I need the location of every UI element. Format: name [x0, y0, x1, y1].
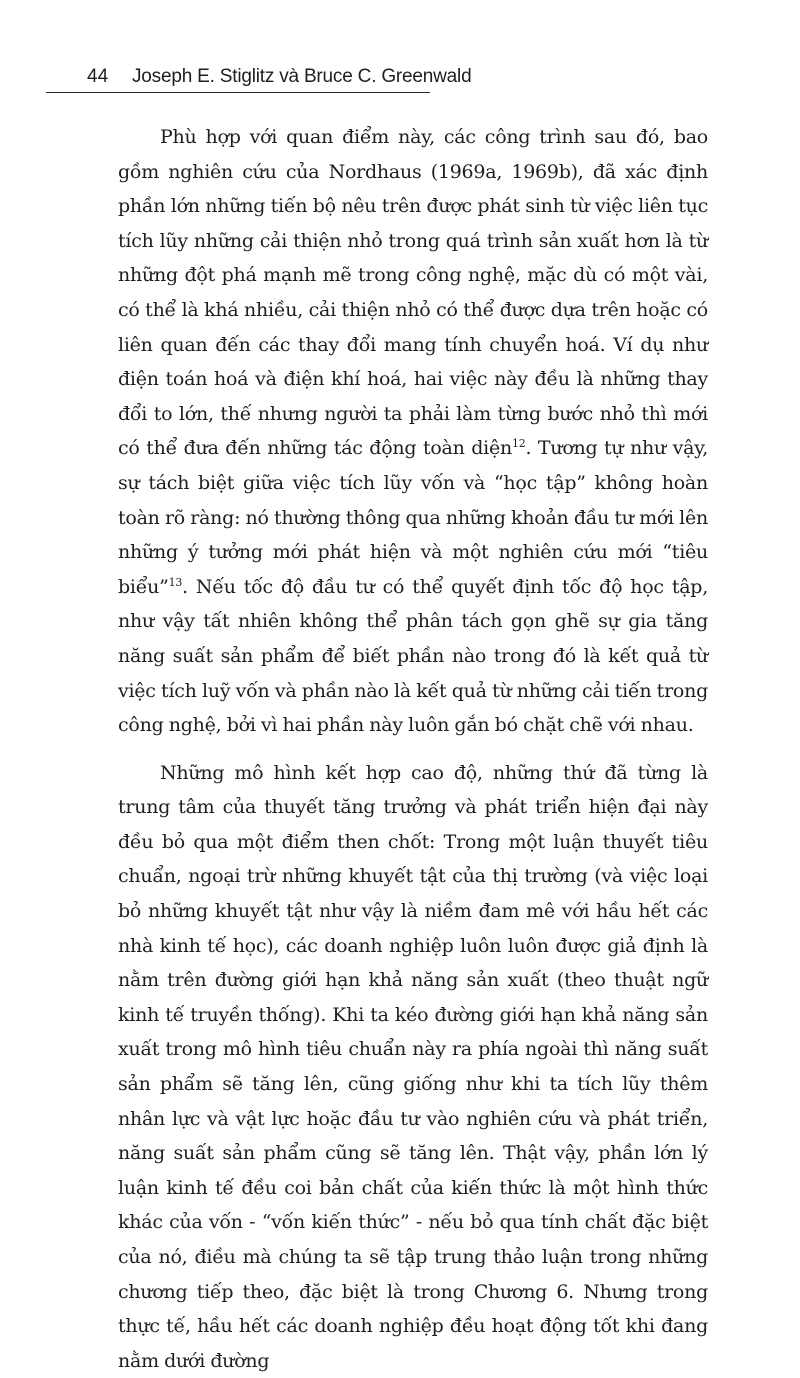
paragraph-1-text-c: . Nếu tốc độ đầu tư có thể quyết định tốc độ học tập, như vậy tất nhiên không thể phân tách gọn ghẽ sự gia tăng năng suất sản phẩm để biết phần nào trong đó là kết quả từ việc tích luỹ vốn và phần nào là kết quả từ những cải tiến trong công nghệ, bởi vì hai phần này luôn gắn bó chặt chẽ với nhau. — [118, 575, 708, 737]
paragraph-1 — [118, 120, 708, 743]
footnote-ref-13: 13 — [168, 575, 183, 589]
running-header — [46, 62, 472, 93]
header-authors: Joseph E. Stiglitz và Bruce C. Greenwald — [132, 66, 472, 87]
paragraph-1-text-a: Phù hợp với quan điểm này, các công trình sau đó, bao gồm nghiên cứu của Nordhaus (1969a, 1969b), đã xác định phần lớn những tiến bộ nêu trên được phát sinh từ việc liên tục tích lũy những cải thiện nhỏ trong quá trình sản xuất hơn là từ những đột phá mạnh mẽ trong công nghệ, mặc dù có một vài, có thể là khá nhiều, cải thiện nhỏ có thể được dựa trên hoặc có liên quan đến các thay đổi mang tính chuyển hoá. Ví dụ như điện toán hoá và điện khí hoá, hai việc này đều là những thay đổi to lớn, thế nhưng người ta phải làm từng bước nhỏ thì mới có thể đưa đến những tác động toàn diện — [118, 126, 708, 460]
footnote-ref-12: 12 — [511, 437, 526, 451]
page-body — [118, 120, 708, 1378]
page-number: 44 — [87, 66, 109, 87]
paragraph-2: Những mô hình kết hợp cao độ, những thứ đã từng là trung tâm của thuyết tăng trưởng và phát triển hiện đại này đều bỏ qua một điểm then chốt: Trong một luận thuyết tiêu chuẩn, ngoại trừ những khuyết tật của thị trường (và việc loại bỏ những khuyết tật như vậy là niềm đam mê với hầu hết các nhà kinh tế học), các doanh nghiệp luôn luôn được giả định là nằm trên đường giới hạn khả năng sản xuất (theo thuật ngữ kinh tế truyền thống). Khi ta kéo đường giới hạn khả năng sản xuất trong mô hình tiêu chuẩn này ra phía ngoài thì năng suất sản phẩm sẽ tăng lên, cũng giống như khi ta tích lũy thêm nhân lực và vật lực hoặc đầu tư vào nghiên cứu và phát triển, năng suất sản phẩm cũng sẽ tăng lên. Thật vậy, phần lớn lý luận kinh tế đều coi bản chất của kiến thức là một hình thức khác của vốn - “vốn kiến thức” - nếu bỏ qua tính chất đặc biệt của nó, điều mà chúng ta sẽ tập trung thảo luận trong những chương tiếp theo, đặc biệt là trong Chương 6. Nhưng trong thực tế, hầu hết các doanh nghiệp đều hoạt động tốt khi đang nằm dưới đường — [118, 761, 708, 1372]
paragraph-1-text-b: . Tương tự như vậy, sự tách biệt giữa việc tích lũy vốn và “học tập” không hoàn toàn rõ ràng: nó thường thông qua những khoản đầu tư mới lên những ý tưởng mới phát hiện và một nghiên cứu mới “tiêu biểu” — [118, 437, 708, 598]
